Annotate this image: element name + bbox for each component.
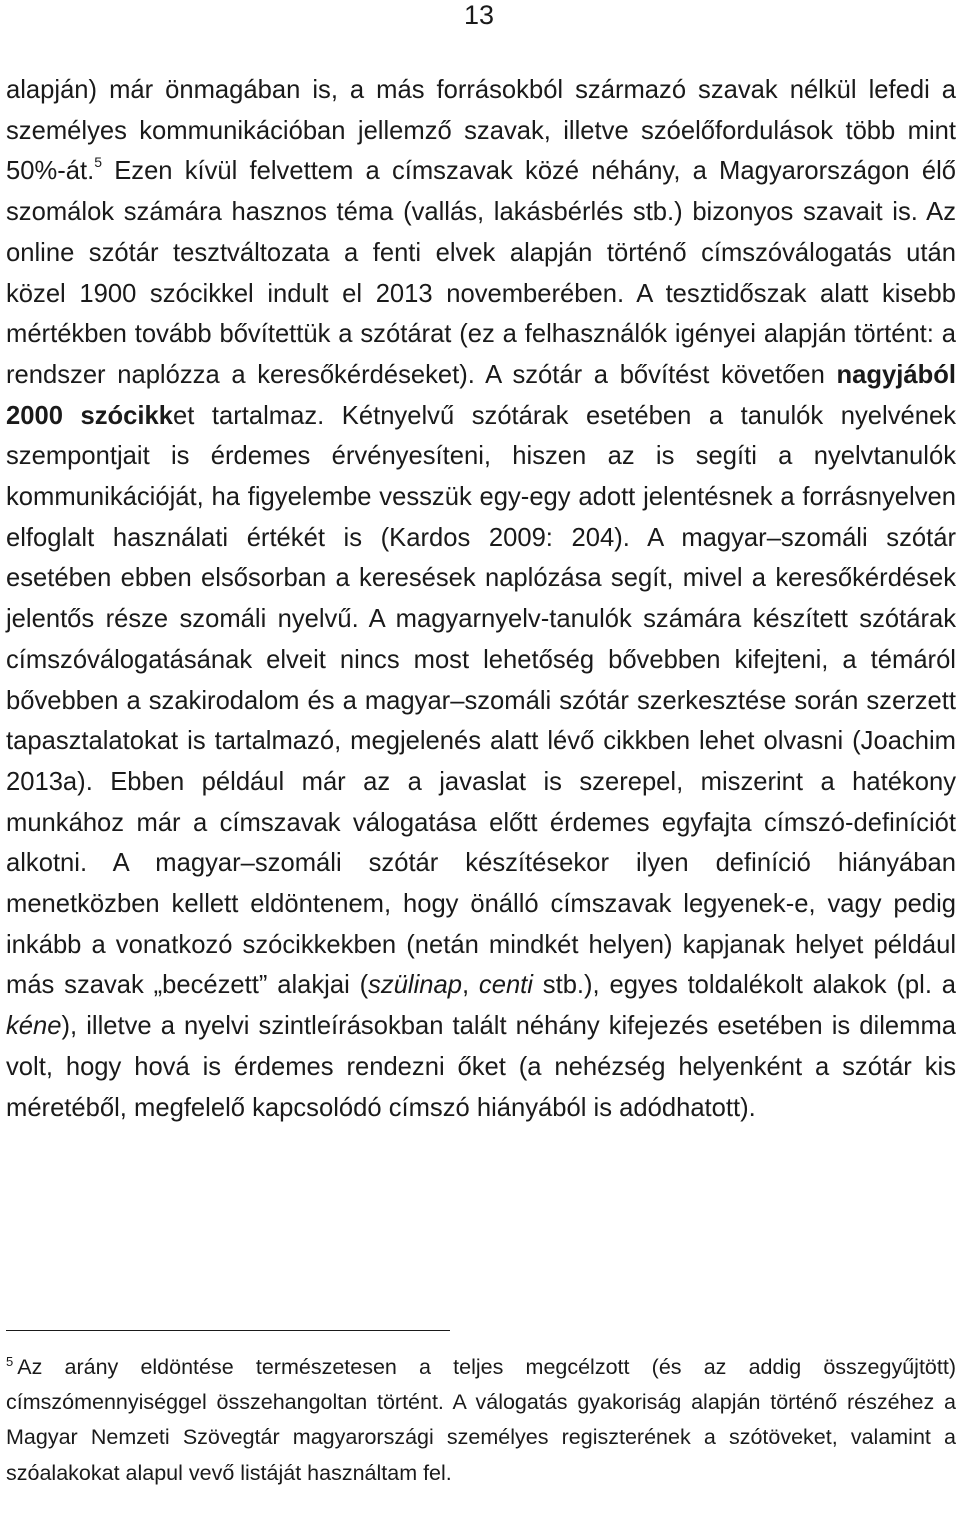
footnote bbox=[6, 1350, 956, 1491]
footnote-reference[interactable]: 5 bbox=[94, 154, 103, 171]
paragraph-text-5: ), illetve a nyelvi szintleírásokban talált néhány kifejezés esetében is dilemma volt, hogy hová is érdemes rendezni őket (a nehézség helyenként a szótár kis méretéből, megfelelő kapcsolódó címszó hiányából is adódhatott). bbox=[6, 1012, 956, 1122]
paragraph-italic-example-2: centi bbox=[478, 971, 533, 1000]
paragraph-bold-text: nagyjából 2000 szócikk bbox=[6, 360, 956, 430]
footnote-text: Az arány eldöntése természetesen a teljes megcélzott (és az addig összegyűjtött) címszómennyiséggel összehangoltan történt. A válogatás gyakoriság alapján történő részéhez a Magyar Nemzeti Szövegtár magyarországi személyes regiszterének a szótöveket, valamint a szóalakokat alapul vevő listáját használtam fel. bbox=[6, 1355, 956, 1485]
footnote-divider bbox=[6, 1330, 450, 1331]
paragraph-text-3: et tartalmaz. Kétnyelvű szótárak esetében a tanulók nyelvének szempontjait is érdemes érvényesíteni, hiszen az is segíti a nyelvtanulók kommunikációját, ha figyelembe vesszük egy-egy adott jelentésnek a forrásnyelven elfoglalt használati értékét is (Kardos 2009: 204). A magyar–szomáli szótár esetében ebben elsősorban a keresések naplózása segít, mivel a keresőkérdések jelentős része szomáli nyelvű. A magyarnyelv-tanulók számára készített szótárak címszóválogatásának elveit nincs most lehetőség bővebben kifejteni, a témáról bővebben a szakirodalom és a magyar–szomáli szótár szerkesztése során szerzett tapasztalatokat is tartalmazó, megjelenés alatt lévő cikkben lehet olvasni (Joachim 2013a). Ebben például már az a javaslat is szerepel, miszerint a hatékony munkához már a címszavak válogatása előtt érdemes egyfajta címszó-definíciót alkotni. A magyar–szomáli szótár készítésekor ilyen definíció hiányában menetközben kellett eldöntenem, hogy önálló címszavak legyenek-e, vagy pedig inkább a vonatkozó szócikkekben (netán mindkét helyen) kapjanak helyet például más szavak „becézett” alakjai ( bbox=[6, 401, 956, 1000]
paragraph-italic-example-1: szülinap bbox=[368, 971, 462, 1000]
paragraph-text-4: stb.), egyes toldalékolt alakok (pl. a bbox=[532, 971, 956, 1000]
page-number: 13 bbox=[464, 0, 495, 30]
paragraph-text-2: Ezen kívül felvettem a címszavak közé néhány, a Magyarországon élő szomálok számára hasznos téma (vallás, lakásbérlés stb.) bizonyos szavait is. Az online szótár tesztváltozata a fenti elvek alapján történő címszóválogatás után közel 1900 szócikkel indult el 2013 novemberében. A tesztidőszak alatt kisebb mértékben tovább bővítettük a szótárat (ez a felhasználók igényei alapján történt: a rendszer naplózza a keresőkérdéseket). A szótár a bővítést követően bbox=[6, 157, 956, 389]
paragraph-text-1: alapján) már önmagában is, a más forrásokból származó szavak nélkül lefedi a személyes kommunikációban jellemző szavak, illetve szóelőfordulások több mint 50%-át. bbox=[6, 76, 956, 186]
paragraph-italic-example-3: kéne bbox=[6, 1012, 62, 1041]
footnote-mark: 5 bbox=[6, 1354, 14, 1369]
body-paragraph bbox=[6, 70, 956, 1128]
paragraph-separator: , bbox=[462, 971, 479, 1000]
